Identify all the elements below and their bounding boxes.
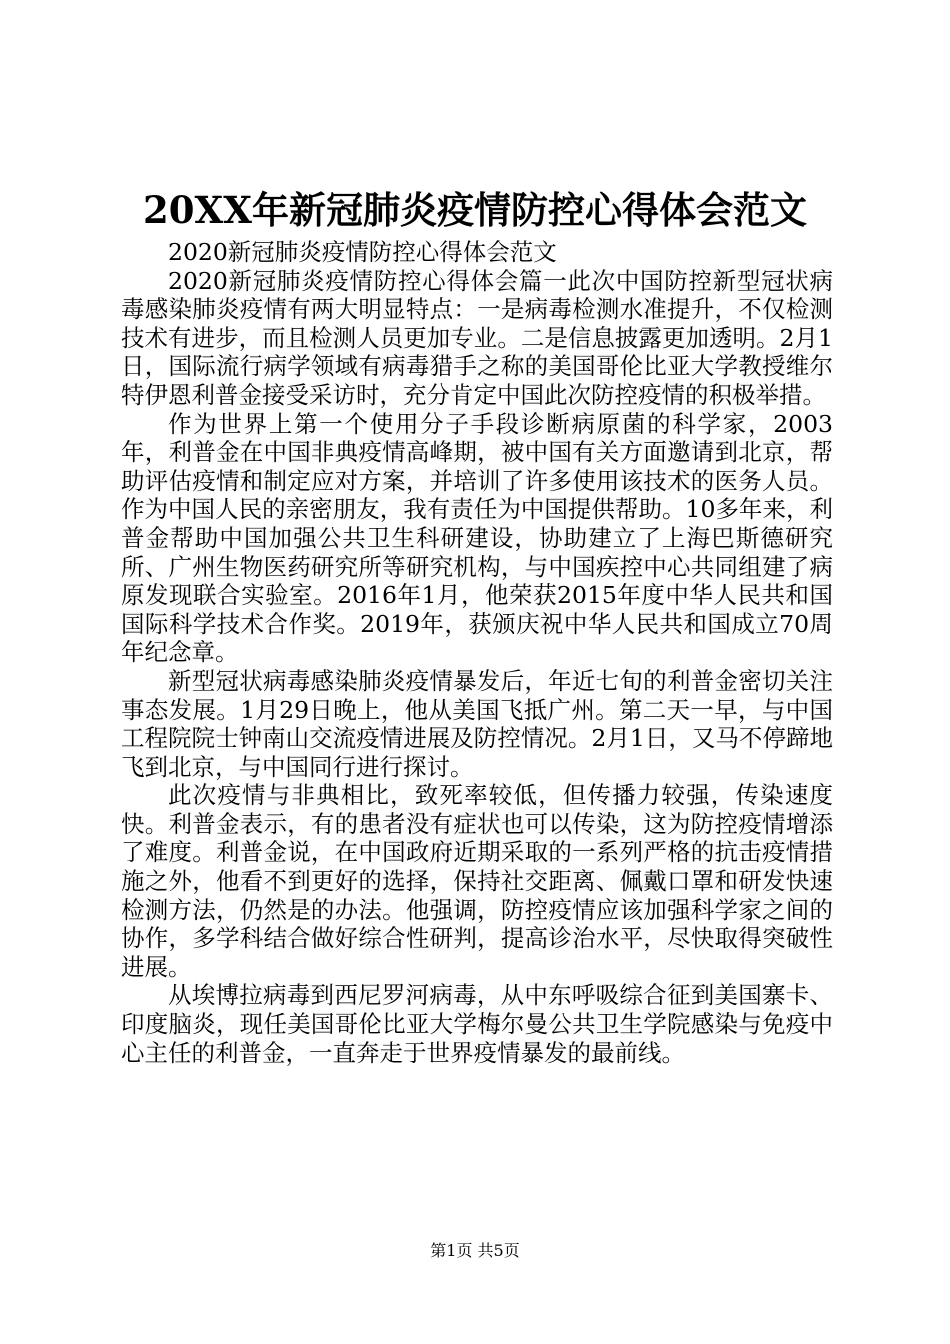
paragraph-subtitle: 2020新冠肺炎疫情防控心得体会范文: [168, 238, 557, 266]
paragraph-2: 作为世界上第一个使用分子手段诊断病原菌的科学家，2003年，利普金在中国非典疫情高峰期，被中国有关方面邀请到北京，帮助评估疫情和制定应对方案，并培训了许多使用该技术的医务人员。作为中国人民的亲密朋友，我有责任为中国提供帮助。10多年来，利普金帮助中国加强公共卫生科研建设，协助建立了上海巴斯德研究所、广州生物医药研究所等研究机构，与中国疾控中心共同组建了病原发现联合实验室。2016年1月，他荣获2015年度中华人民共和国国际科学技术合作奖。2019年，获颁庆祝中华人民共和国成立70周年纪念章。: [121, 409, 833, 667]
document-title: 20XX年新冠肺炎疫情防控心得体会范文: [143, 188, 807, 232]
paragraph-5: 从埃博拉病毒到西尼罗河病毒，从中东呼吸综合征到美国寨卡、印度脑炎，现任美国哥伦比亚大学梅尔曼公共卫生学院感染与免疫中心主任的利普金，一直奔走于世界疫情暴发的最前线。: [121, 981, 833, 1067]
paragraph-1: 2020新冠肺炎疫情防控心得体会篇一此次中国防控新型冠状病毒感染肺炎疫情有两大明显特点：一是病毒检测水准提升，不仅检测技术有进步，而且检测人员更加专业。二是信息披露更加透明。2月1日，国际流行病学领域有病毒猎手之称的美国哥伦比亚大学教授维尔特伊恩利普金接受采访时，充分肯定中国此次防控疫情的积极举措。: [121, 266, 833, 409]
paragraph-4: 此次疫情与非典相比，致死率较低，但传播力较强，传染速度快。利普金表示，有的患者没有症状也可以传染，这为防控疫情增添了难度。利普金说，在中国政府近期采取的一系列严格的抗击疫情措施之外，他看不到更好的选择，保持社交距离、佩戴口罩和研发快速检测方法，仍然是的办法。他强调，防控疫情应该加强科学家之间的协作，多学科结合做好综合性研判，提高诊治水平，尽快取得突破性进展。: [121, 781, 833, 981]
document-body: [121, 238, 833, 1067]
page-number-footer: 第1页 共5页: [430, 1241, 520, 1260]
paragraph-3: 新型冠状病毒感染肺炎疫情暴发后，年近七旬的利普金密切关注事态发展。1月29日晚上，他从美国飞抵广州。第二天一早，与中国工程院院士钟南山交流疫情进展及防控情况。2月1日，又马不停蹄地飞到北京，与中国同行进行探讨。: [121, 666, 833, 781]
